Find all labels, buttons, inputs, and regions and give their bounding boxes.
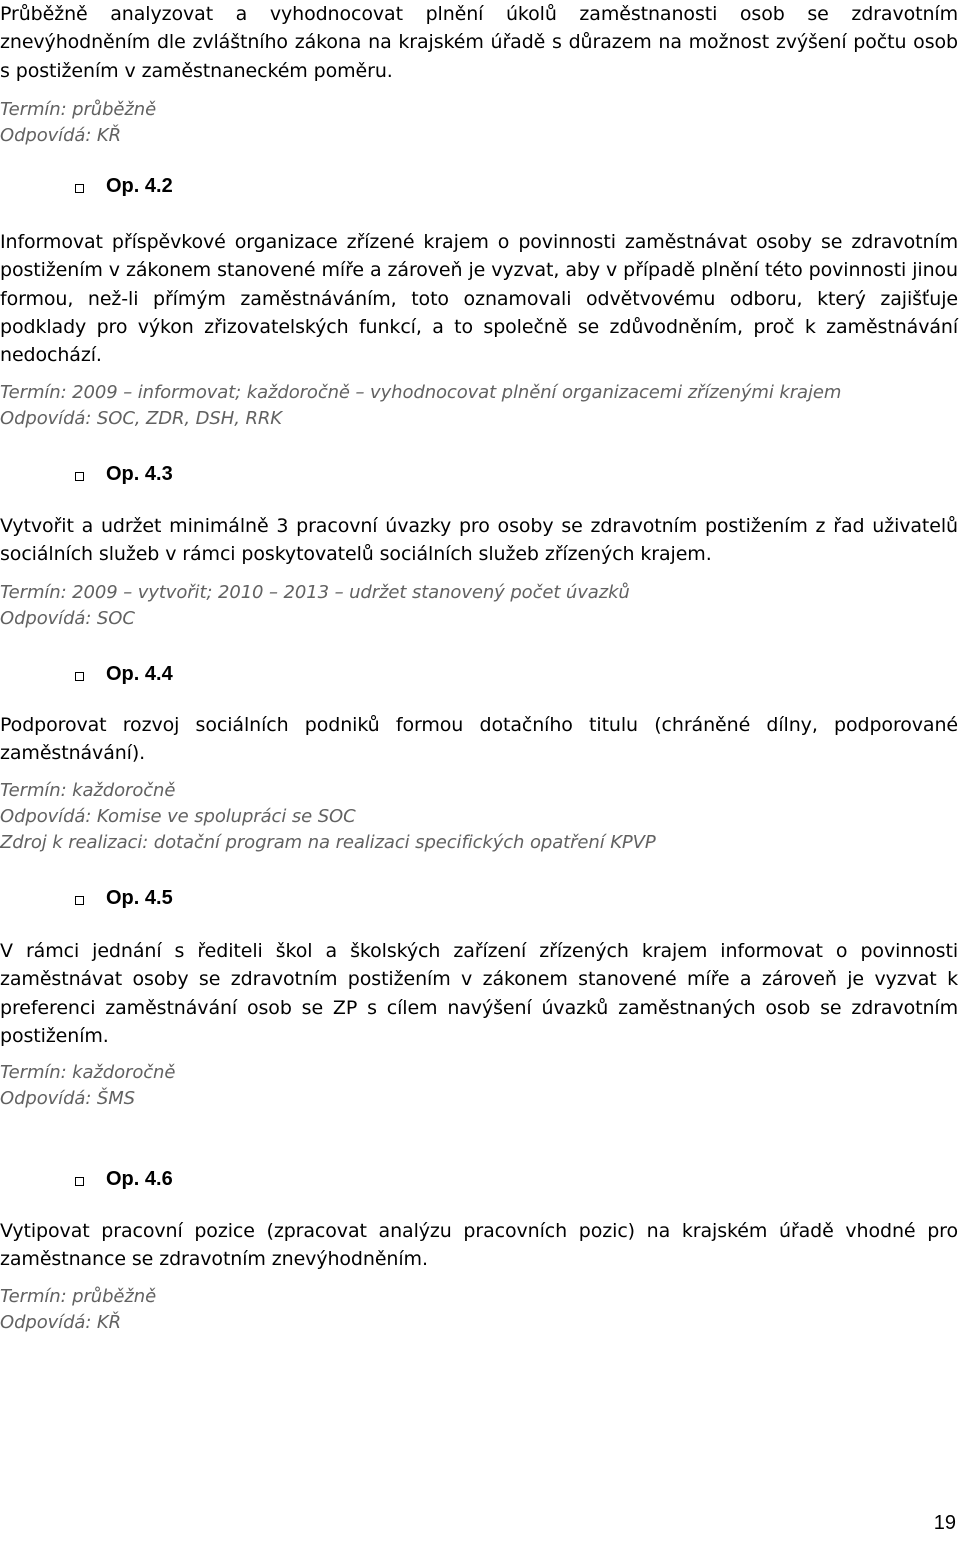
intro-meta	[0, 97, 958, 149]
responsible-line: Odpovídá: KŘ	[0, 125, 122, 146]
section-heading-label: Op. 4.3	[106, 462, 173, 485]
source-line: Zdroj k realizaci: dotační program na realizaci specifických opatření KPVP	[0, 832, 656, 853]
checkbox-bullet-icon	[75, 1177, 84, 1186]
section-paragraph-4-3: Vytvořit a udržet minimálně 3 pracovní úvazky pro osoby se zdravotním postižením z řad uživatelů sociálních služeb v rámci poskytovatelů sociálních služeb zřízených krajem.	[0, 515, 958, 566]
term-line: Termín: 2009 – informovat; každoročně – vyhodnocovat plnění organizacemi zřízenými krajem	[0, 382, 842, 403]
section-paragraph-4-6: Vytipovat pracovní pozice (zpracovat analýzu pracovních pozic) na krajském úřadě vhodné pro zaměstnance se zdravotním znevýhodněním.	[0, 1220, 958, 1271]
section-meta-4-6	[0, 1284, 958, 1336]
term-line: Termín: každoročně	[0, 780, 176, 801]
responsible-line: Odpovídá: SOC, ZDR, DSH, RRK	[0, 408, 282, 429]
term-line: Termín: každoročně	[0, 1062, 176, 1083]
section-heading-label: Op. 4.6	[106, 1167, 173, 1190]
section-paragraph-4-4: Podporovat rozvoj sociálních podniků formou dotačního titulu (chráněné dílny, podporované zaměstnávání).	[0, 714, 958, 765]
section-meta-4-5	[0, 1060, 958, 1112]
responsible-line: Odpovídá: ŠMS	[0, 1088, 136, 1109]
section-heading-4-4	[75, 659, 173, 689]
section-meta-4-4	[0, 778, 958, 856]
section-heading-label: Op. 4.4	[106, 662, 173, 685]
checkbox-bullet-icon	[75, 472, 84, 481]
responsible-line: Odpovídá: SOC	[0, 608, 135, 629]
term-line: Termín: průběžně	[0, 99, 157, 120]
section-heading-label: Op. 4.5	[106, 886, 173, 909]
term-line: Termín: průběžně	[0, 1286, 157, 1307]
section-heading-4-5	[75, 883, 173, 913]
intro-paragraph: Průběžně analyzovat a vyhodnocovat plnění úkolů zaměstnanosti osob se zdravotním znevýhodněním dle zvláštního zákona na krajském úřadě s důrazem na možnost zvýšení počtu osob s postižením v zaměstnaneckém poměru.	[0, 3, 958, 82]
section-heading-4-2	[75, 171, 173, 201]
responsible-line: Odpovídá: Komise ve spolupráci se SOC	[0, 806, 356, 827]
checkbox-bullet-icon	[75, 672, 84, 681]
section-paragraph-4-5: V rámci jednání s řediteli škol a školských zařízení zřízených krajem informovat o povinnosti zaměstnávat osoby se zdravotním postižením v zákonem stanovené míře a zároveň je vyzvat k preferenci zaměstnávání osob se ZP s cílem navýšení úvazků zaměstnaných osob se zdravotním postižením.	[0, 940, 958, 1047]
checkbox-bullet-icon	[75, 896, 84, 905]
page-number: 19	[933, 1512, 956, 1534]
section-paragraph-4-2: Informovat příspěvkové organizace zřízené krajem o povinnosti zaměstnávat osoby se zdravotním postižením v zákonem stanovené míře a zároveň je vyzvat, aby v případě plnění této povinnosti jinou formou, než-li přímým zaměstnáváním, toto oznamovali odvětvovému odboru, který zajišťuje podklady pro výkon zřizovatelských funkcí, a to společně se zdůvodněním, proč k zaměstnávání nedochází.	[0, 231, 958, 367]
term-line: Termín: 2009 – vytvořit; 2010 – 2013 – udržet stanovený počet úvazků	[0, 582, 630, 603]
section-heading-label: Op. 4.2	[106, 174, 173, 197]
responsible-line: Odpovídá: KŘ	[0, 1312, 122, 1333]
checkbox-bullet-icon	[75, 184, 84, 193]
section-meta-4-2	[0, 380, 958, 432]
section-heading-4-3	[75, 459, 173, 489]
section-meta-4-3	[0, 580, 958, 632]
section-heading-4-6	[75, 1164, 173, 1194]
